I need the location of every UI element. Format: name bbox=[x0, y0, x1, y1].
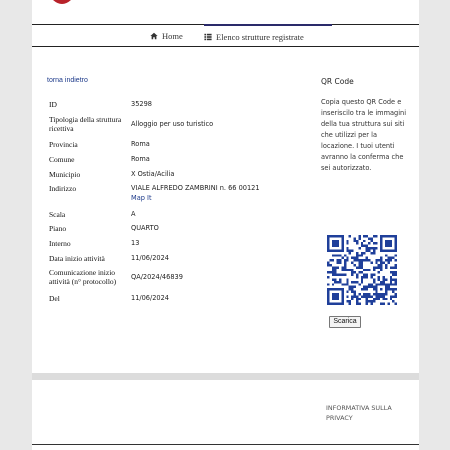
emblem-logo bbox=[47, 0, 77, 8]
main-nav bbox=[32, 24, 419, 47]
detail-value: 35298 bbox=[131, 100, 152, 108]
detail-label: Indirizzo bbox=[49, 184, 77, 193]
detail-value: X Ostia/Acilia bbox=[131, 170, 175, 178]
bottom-rule bbox=[32, 444, 419, 445]
detail-value: QUARTO bbox=[131, 224, 159, 232]
detail-label: Municipio bbox=[49, 170, 81, 179]
detail-label: Provincia bbox=[49, 140, 78, 149]
detail-value: Roma bbox=[131, 155, 150, 163]
detail-label: Piano bbox=[49, 224, 67, 233]
back-link[interactable]: torna indietro bbox=[47, 77, 88, 84]
detail-label: ID bbox=[49, 100, 57, 109]
map-it-link[interactable]: Map It bbox=[131, 194, 152, 202]
detail-value: Roma bbox=[131, 140, 150, 148]
nav-home-label: Home bbox=[162, 31, 183, 41]
download-button[interactable]: Scarica bbox=[329, 316, 361, 328]
detail-value: QA/2024/46839 bbox=[131, 273, 183, 281]
address-text: VIALE ALFREDO ZAMBRINI n. 66 00121 bbox=[131, 184, 260, 192]
detail-label: Data inizio attività bbox=[49, 254, 105, 263]
detail-label: Comune bbox=[49, 155, 75, 164]
detail-label: Del bbox=[49, 294, 60, 303]
nav-list-label: Elenco strutture registrate bbox=[216, 31, 304, 42]
detail-value: A bbox=[131, 210, 136, 218]
home-icon bbox=[150, 32, 158, 40]
list-icon bbox=[204, 33, 212, 41]
detail-value: 11/06/2024 bbox=[131, 294, 170, 302]
detail-label: Interno bbox=[49, 239, 71, 248]
detail-label: Comunicazione inizio attività (n° protocollo) bbox=[49, 268, 117, 286]
page-panel bbox=[32, 0, 419, 450]
detail-value-address bbox=[131, 184, 260, 203]
detail-value: Alloggio per uso turistico bbox=[131, 120, 214, 128]
qr-description: Copia questo QR Code e inseriscilo tra le immagini della tua struttura sui siti che utilizzi per la locazione. I tuoi utenti avranno la conferma che sei autorizzato. bbox=[321, 98, 407, 172]
qr-code-image bbox=[327, 235, 397, 305]
nav-home[interactable] bbox=[150, 25, 183, 47]
detail-value: 13 bbox=[131, 239, 140, 247]
detail-value: 11/06/2024 bbox=[131, 254, 170, 262]
qr-title: QR Code bbox=[321, 77, 354, 86]
privacy-link[interactable]: INFORMATIVA SULLA PRIVACY bbox=[326, 404, 392, 422]
section-divider bbox=[32, 373, 419, 380]
detail-label: Scala bbox=[49, 210, 66, 219]
nav-structures-list[interactable] bbox=[204, 24, 332, 47]
detail-label: Tipologia della struttura ricettiva bbox=[49, 115, 122, 133]
